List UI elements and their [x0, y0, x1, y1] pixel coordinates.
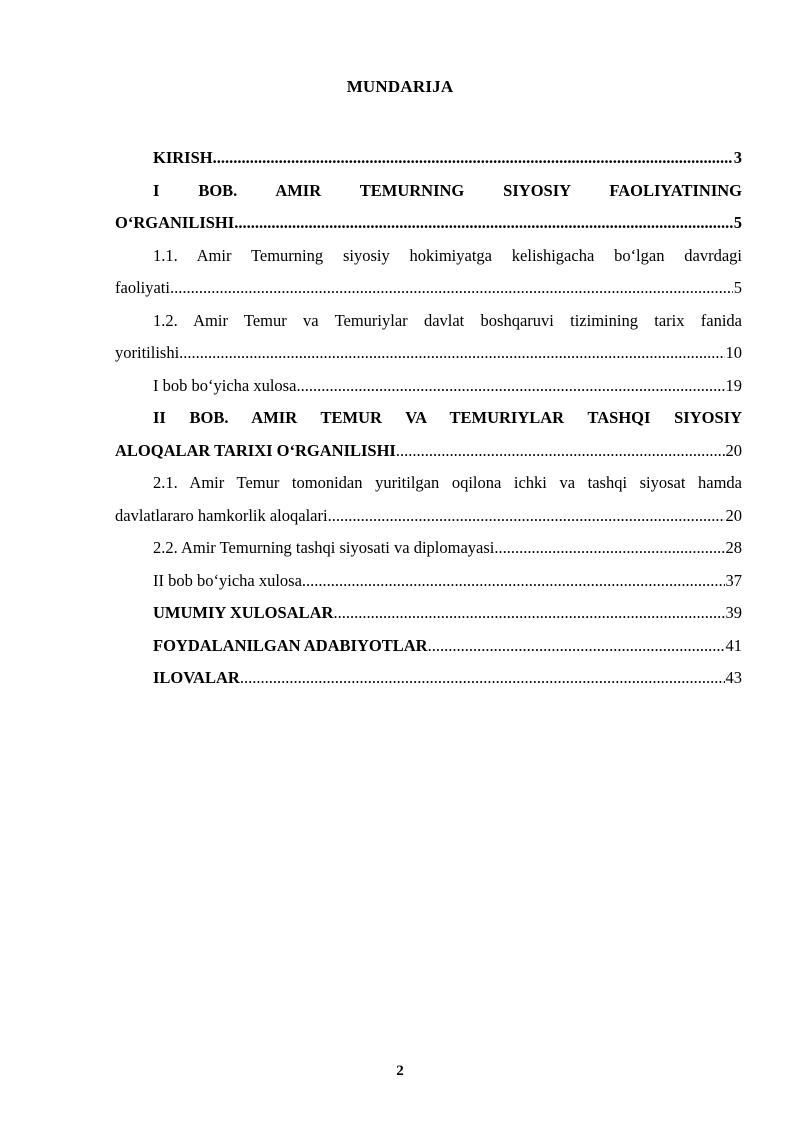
toc-entry-title-line1: II BOB. AMIR TEMUR VA TEMURIYLAR TASHQI SIYOSIY [153, 408, 742, 427]
toc-entry-title: UMUMIY XULOSALAR [153, 603, 334, 622]
page-number: 2 [396, 1063, 404, 1079]
dot-leader [296, 370, 724, 403]
toc-entry-title: FOYDALANILGAN ADABIYOTLAR [153, 635, 428, 655]
dot-leader [328, 500, 725, 533]
toc-entry-title-line2: ALOQALAR TARIXI O‘RGANILISHI [115, 440, 396, 460]
toc-page-number: 39 [725, 603, 742, 622]
toc-entry-title-line1: 2.1. Amir Temur tomonidan yuritilgan oqilona ichki va tashqi siyosat hamda [153, 473, 742, 492]
toc-entry-kirish[interactable] [115, 142, 742, 175]
toc-entry-section-2-1[interactable] [115, 467, 742, 532]
dot-leader [170, 272, 733, 305]
toc-entry-title-line1: 1.1. Amir Temurning siyosiy hokimiyatga kelishigacha bo‘lgan davrdagi [153, 245, 742, 265]
dot-leader [396, 435, 725, 468]
dot-leader [494, 532, 724, 565]
toc-page-number: 20 [725, 440, 742, 460]
toc-page-number: 3 [733, 148, 742, 167]
toc-entry-title: II bob bo‘yicha xulosa [153, 570, 302, 590]
dot-leader [333, 597, 724, 630]
dot-leader [179, 337, 724, 370]
toc-entry-xulosa-1[interactable] [115, 370, 742, 403]
toc-page-number: 19 [725, 375, 742, 395]
toc-entry-title-line1: 1.2. Amir Temur va Temuriylar davlat boshqaruvi tizimining tarix fanida [153, 310, 742, 330]
toc-entry-title-line2: faoliyati [115, 278, 170, 297]
toc-entry-title-line2: yoritilishi [115, 343, 180, 362]
toc-entry-title: I bob bo‘yicha xulosa [153, 375, 297, 395]
toc-entry-title: 2.2. Amir Temurning tashqi siyosati va diplomayasi [153, 538, 495, 557]
toc-entry-section-1-2[interactable] [115, 305, 742, 370]
toc-entry-ilovalar[interactable] [115, 662, 742, 695]
dot-leader [234, 207, 733, 240]
toc-entry-adabiyotlar[interactable] [115, 630, 742, 663]
toc-page-number: 5 [733, 213, 742, 232]
toc-entry-section-1-1[interactable] [115, 240, 742, 305]
toc-page-number: 20 [725, 505, 742, 525]
toc-entry-xulosa-2[interactable] [115, 565, 742, 598]
toc-entry-bob-2[interactable] [115, 402, 742, 467]
page-title: MUNDARIJA [346, 77, 454, 96]
toc-entry-umumiy-xulosalar[interactable] [115, 597, 742, 630]
toc-entry-section-2-2[interactable] [115, 532, 742, 565]
dot-leader [302, 565, 725, 598]
toc-page-number: 41 [725, 635, 742, 655]
dot-leader [428, 630, 725, 663]
dot-leader [213, 142, 733, 175]
toc-page-number: 37 [725, 570, 742, 590]
toc-entry-bob-1[interactable] [115, 175, 742, 240]
toc-entry-title-line2: O‘RGANILISHI [115, 213, 235, 232]
toc-page-number: 5 [733, 278, 742, 297]
dot-leader [240, 662, 725, 695]
toc-page-number: 10 [725, 343, 742, 362]
toc-page-number: 28 [725, 538, 742, 557]
toc-entry-title: ILOVALAR [153, 668, 240, 687]
toc-page-number: 43 [725, 668, 742, 687]
toc-entry-title-line1: I BOB. AMIR TEMURNING SIYOSIY FAOLIYATINING [153, 180, 742, 200]
toc-entry-title: KIRISH [153, 148, 213, 167]
toc-entry-title-line2: davlatlararo hamkorlik aloqalari [115, 505, 328, 525]
table-of-contents [115, 142, 742, 695]
